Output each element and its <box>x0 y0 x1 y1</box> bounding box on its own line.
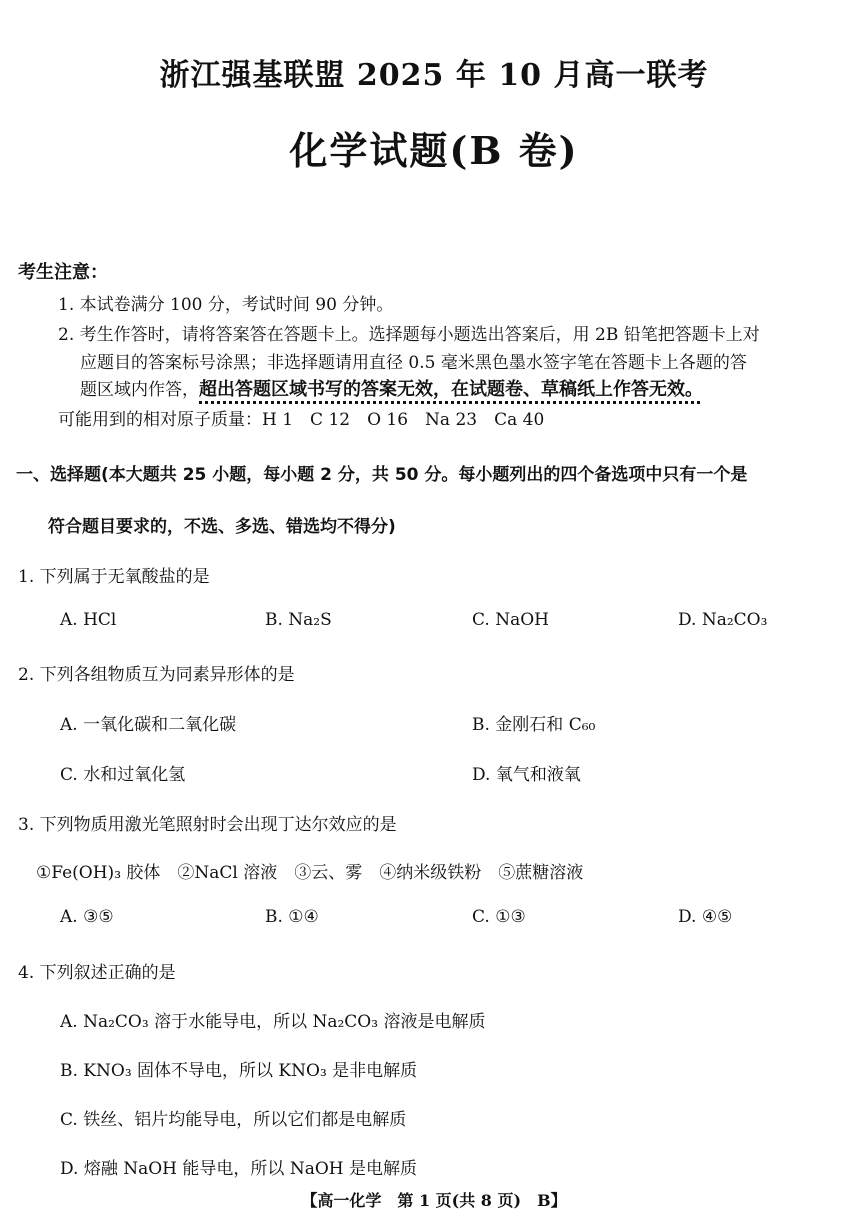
question-4-option-c: C. 铁丝、铝片均能导电，所以它们都是电解质 <box>60 1110 407 1130</box>
section-1-line-1: 一、选择题(本大题共 25 小题，每小题 2 分，共 50 分。每小题列出的四个备选项中只有一个是 <box>16 465 748 485</box>
notice-emphasis: 超出答题区域书写的答案无效，在试题卷、草稿纸上作答无效。 <box>199 379 703 400</box>
atomic-mass-line <box>58 405 544 430</box>
exam-title: 浙江强基联盟 2025 年 10 月高一联考 <box>159 58 709 93</box>
section-1-line-2: 符合题目要求的，不选、多选、错选均不得分) <box>48 517 396 537</box>
question-1-option-d: D. Na₂CO₃ <box>678 610 768 630</box>
question-1-option-b: B. Na₂S <box>265 610 332 630</box>
page-footer: 【高一化学 第 1 页(共 8 页) B】 <box>301 1191 567 1210</box>
notice-item-2-line-3 <box>80 375 703 401</box>
notice-item-2-line-3-text: 题区域内作答， <box>80 380 199 400</box>
question-1-stem: 1. 下列属于无氧酸盐的是 <box>18 567 210 587</box>
question-3-option-d: D. ④⑤ <box>678 907 733 927</box>
question-1-option-c: C. NaOH <box>472 610 549 630</box>
question-2-option-c: C. 水和过氧化氢 <box>60 765 186 785</box>
question-3-option-c: C. ①③ <box>472 907 526 927</box>
question-3-items: ①Fe(OH)₃ 胶体 ②NaCl 溶液 ③云、雾 ④纳米级铁粉 ⑤蔗糖溶液 <box>36 863 584 883</box>
question-3-option-b: B. ①④ <box>265 907 319 927</box>
question-2-option-b: B. 金刚石和 C₆₀ <box>472 715 596 735</box>
question-3-stem: 3. 下列物质用激光笔照射时会出现丁达尔效应的是 <box>18 815 397 835</box>
atomic-mass-label: 可能用到的相对原子质量： <box>58 410 262 430</box>
notice-item-1: 1. 本试卷满分 100 分，考试时间 90 分钟。 <box>58 295 394 315</box>
question-4-option-b: B. KNO₃ 固体不导电，所以 KNO₃ 是非电解质 <box>60 1061 418 1081</box>
question-4-option-d: D. 熔融 NaOH 能导电，所以 NaOH 是电解质 <box>60 1159 417 1179</box>
exam-subtitle: 化学试题(B 卷) <box>289 128 579 173</box>
question-2-stem: 2. 下列各组物质互为同素异形体的是 <box>18 665 295 685</box>
question-4-stem: 4. 下列叙述正确的是 <box>18 963 176 983</box>
question-2-option-a: A. 一氧化碳和二氧化碳 <box>60 715 237 735</box>
question-4-option-a: A. Na₂CO₃ 溶于水能导电，所以 Na₂CO₃ 溶液是电解质 <box>60 1012 486 1032</box>
question-3-option-a: A. ③⑤ <box>60 907 114 927</box>
notice-heading: 考生注意： <box>18 262 108 283</box>
atomic-mass-values: H 1 C 12 O 16 Na 23 Ca 40 <box>262 410 545 430</box>
question-1-option-a: A. HCl <box>60 610 117 630</box>
notice-item-2-line-1: 2. 考生作答时，请将答案答在答题卡上。选择题每小题选出答案后，用 2B 铅笔把答题卡上对 <box>58 325 760 345</box>
notice-item-2-line-2: 应题目的答案标号涂黑；非选择题请用直径 0.5 毫米黑色墨水签字笔在答题卡上各题的答 <box>80 353 747 373</box>
question-2-option-d: D. 氧气和液氧 <box>472 765 581 785</box>
